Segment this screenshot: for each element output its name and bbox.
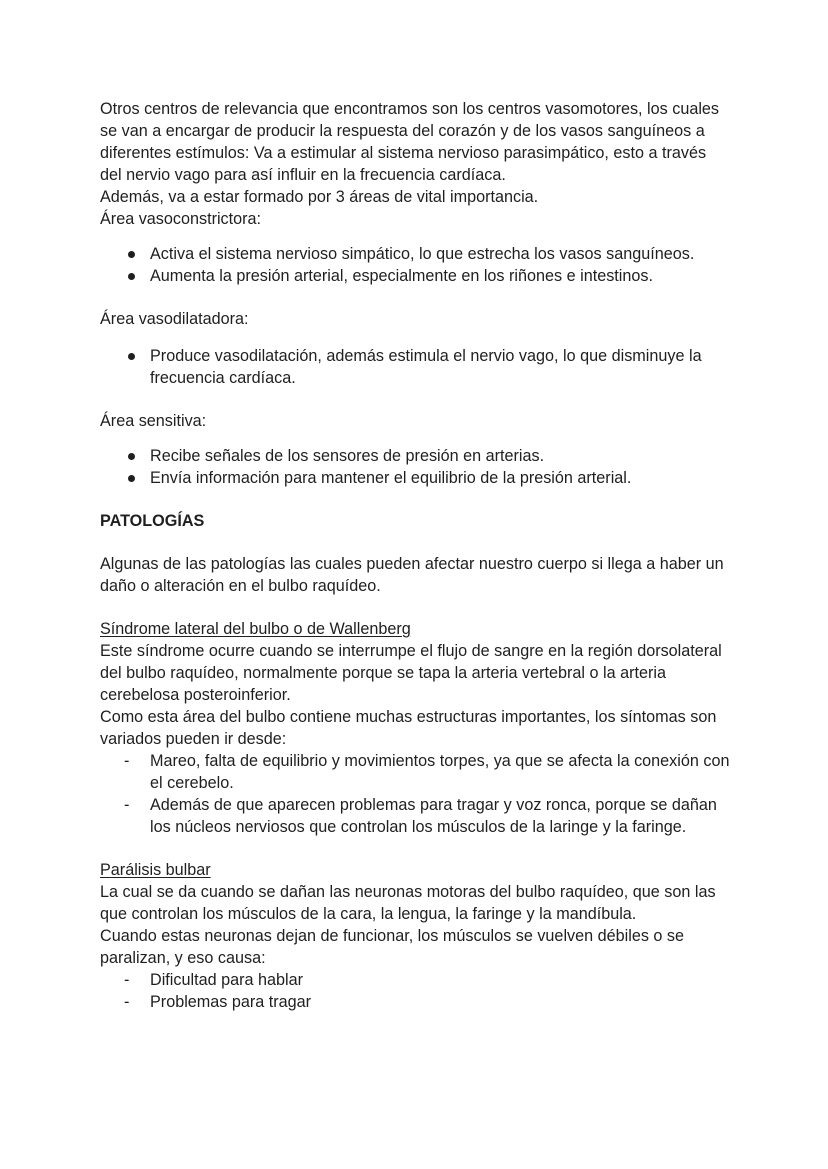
dash-marker: - — [124, 971, 130, 989]
subheading-paralisis-bulbar: Parálisis bulbar — [100, 861, 211, 879]
list-item: Produce vasodilatación, además estimula el nervio vago, lo que disminuye la frecuencia cardíaca. — [128, 345, 732, 389]
bulbar-paragraph-2: Cuando estas neuronas dejan de funcionar, los músculos se vuelven débiles o se paralizan, y eso causa: — [100, 927, 685, 967]
list-item: - Problemas para tragar — [124, 993, 312, 1011]
sensitiva-list — [100, 445, 732, 489]
list-item: Aumenta la presión arterial, especialmente en los riñones e intestinos. — [128, 265, 732, 287]
intro-paragraph: Otros centros de relevancia que encontramos son los centros vasomotores, los cuales se van a encargar de producir la respuesta del corazón y de los vasos sanguíneos a diferentes estímulos: Va a estimular al sistema nervioso parasimpático, esto a través del nervio vago para así influir en la frecuencia cardíaca. — [100, 100, 720, 184]
dash-marker: - — [124, 796, 130, 814]
list-item: - Dificultad para hablar — [124, 971, 303, 989]
list-item: Recibe señales de los sensores de presión en arterias. — [128, 445, 732, 467]
dash-marker: - — [124, 752, 130, 770]
wallenberg-symptoms-list — [100, 750, 732, 838]
bullet-icon — [128, 475, 135, 482]
wallenberg-paragraph-1: Este síndrome ocurre cuando se interrumpe el flujo de sangre en la región dorsolateral del bulbo raquídeo, normalmente porque se tapa la arteria vertebral o la arteria cerebelosa posteroinferior. — [100, 642, 722, 704]
list-item: - Además de que aparecen problemas para tragar y voz ronca, porque se dañan los núcleos nerviosos que controlan los músculos de la laringe y la faringe. — [124, 796, 717, 836]
list-item: - Mareo, falta de equilibrio y movimientos torpes, ya que se afecta la conexión con el cerebelo. — [124, 752, 730, 792]
wallenberg-paragraph-2: Como esta área del bulbo contiene muchas estructuras importantes, los síntomas son variados pueden ir desde: — [100, 708, 717, 748]
area-vasoconstrictora-title: Área vasoconstrictora: — [100, 210, 262, 228]
vasodilatadora-list — [100, 345, 732, 389]
list-item: Activa el sistema nervioso simpático, lo que estrecha los vasos sanguíneos. — [128, 243, 732, 265]
area-sensitiva-title: Área sensitiva: — [100, 412, 207, 430]
vasoconstrictora-list — [100, 243, 732, 287]
bulbar-paragraph-1: La cual se da cuando se dañan las neuronas motoras del bulbo raquídeo, que son las que controlan los músculos de la cara, la lengua, la faringe y la mandíbula. — [100, 883, 716, 923]
bullet-icon — [128, 273, 135, 280]
section-heading-patologias: PATOLOGÍAS — [100, 512, 205, 530]
subheading-wallenberg: Síndrome lateral del bulbo o de Wallenberg — [100, 620, 411, 638]
bullet-icon — [128, 353, 135, 360]
bullet-icon — [128, 251, 135, 258]
bulbar-symptoms-list — [100, 969, 732, 1013]
area-vasodilatadora-title: Área vasodilatadora: — [100, 310, 249, 328]
patologias-intro: Algunas de las patologías las cuales pueden afectar nuestro cuerpo si llega a haber un daño o alteración en el bulbo raquídeo. — [100, 555, 724, 595]
intro-areas-line: Además, va a estar formado por 3 áreas de vital importancia. — [100, 188, 539, 206]
dash-marker: - — [124, 993, 130, 1011]
list-item: Envía información para mantener el equilibrio de la presión arterial. — [128, 467, 732, 489]
bullet-icon — [128, 453, 135, 460]
